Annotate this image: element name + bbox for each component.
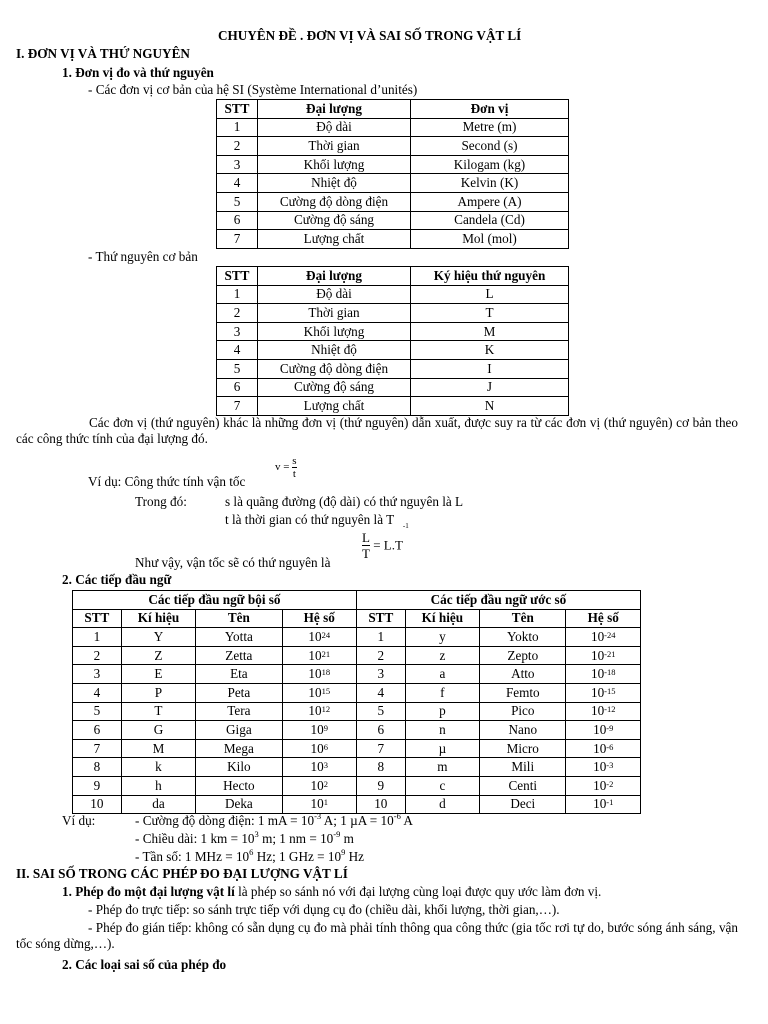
power-base: 10 [593, 796, 607, 812]
cell-quantity: Cường độ dòng điện [258, 192, 411, 211]
cell-stt: 9 [356, 776, 405, 795]
ex1-end: A [400, 813, 413, 828]
power-exponent: 3 [323, 760, 328, 771]
power-exponent: -9 [606, 722, 614, 733]
cell-stt: 3 [356, 665, 405, 684]
cell-stt: 5 [356, 702, 405, 721]
power-exponent: -3 [606, 760, 614, 771]
cell-unit: Mol (mol) [411, 230, 569, 249]
cell-quantity: Cường độ sáng [258, 211, 411, 230]
prefix-multiple-group: Các tiếp đầu ngữ bội số [73, 591, 357, 610]
cell-symbol: da [121, 795, 195, 814]
table-row [217, 378, 569, 397]
subsection-2-heading: 2. Các tiếp đầu ngữ [62, 572, 172, 587]
ex2-text: - Chiều dài: 1 km = 10 [135, 831, 255, 846]
cell-unit: Metre (m) [411, 118, 569, 137]
power-exponent: 15 [321, 685, 331, 696]
table3-header-name: Tên [196, 609, 282, 628]
table3-header-symbol: Kí hiệu [405, 609, 479, 628]
cell-name: Yotta [196, 628, 282, 647]
table-row [217, 304, 569, 323]
cell-stt: 2 [73, 646, 122, 665]
example-label: Ví dụ: Công thức tính vận tốc [88, 474, 246, 489]
power-exponent: -6 [606, 741, 614, 752]
cell-stt: 7 [217, 230, 258, 249]
cell-quantity: Thời gian [258, 304, 411, 323]
power-exponent: 24 [321, 629, 331, 640]
power-exponent: 9 [323, 722, 328, 733]
power-base: 10 [310, 777, 324, 793]
cell-factor [282, 665, 356, 684]
table-row [217, 341, 569, 360]
where-s: s là quãng đường (độ dài) có thứ nguyên là L [225, 494, 464, 509]
cell-stt: 8 [73, 758, 122, 777]
power-exponent: -21 [604, 648, 616, 659]
cell-dim-symbol: K [411, 341, 569, 360]
table2-header-quantity: Đại lượng [258, 267, 411, 286]
cell-stt: 4 [217, 341, 258, 360]
formula-numerator: s [292, 455, 297, 467]
table-row [217, 322, 569, 341]
section-2-sub1 [62, 884, 601, 900]
power-base: 10 [590, 684, 605, 700]
direct-measure: - Phép đo trực tiếp: so sánh trực tiếp với dụng cụ đo (chiều dài, khối lượng, thời gian,…). [88, 902, 560, 917]
cell-unit: Ampere (A) [411, 192, 569, 211]
cell-stt: 5 [217, 359, 258, 378]
si-units-table [216, 99, 569, 249]
table3-body [73, 628, 641, 814]
ex3-end: Hz [345, 849, 364, 864]
ex3-text: - Tần số: 1 MHz = 10 [135, 849, 250, 864]
ex1-exp2: -6 [393, 811, 401, 821]
cell-symbol: Y [121, 628, 195, 647]
sub1-rest: là phép so sánh nó với đại lượng cùng loại được quy ước làm đơn vị. [234, 884, 602, 899]
power-base: 10 [593, 721, 607, 737]
cell-factor [282, 739, 356, 758]
cell-unit: Candela (Cd) [411, 211, 569, 230]
table-row [73, 702, 641, 721]
cell-stt: 4 [356, 683, 405, 702]
table3-header-factor: Hệ số [566, 609, 641, 628]
example-frequency [135, 849, 364, 865]
cell-symbol: c [405, 776, 479, 795]
cell-stt: 1 [217, 118, 258, 137]
table-row [217, 285, 569, 304]
cell-factor [282, 702, 356, 721]
si-intro: - Các đơn vị cơ bản của hệ SI (Système International d’unités) [88, 82, 418, 97]
table-row [217, 118, 569, 137]
cell-dim-symbol: N [411, 397, 569, 416]
table3-header-symbol: Kí hiệu [121, 609, 195, 628]
cell-stt: 8 [356, 758, 405, 777]
table1-header-quantity: Đại lượng [258, 100, 411, 119]
table-row [73, 721, 641, 740]
table1-body [217, 118, 569, 248]
power-base: 10 [308, 703, 322, 719]
cell-factor [566, 795, 641, 814]
power-exponent: -2 [606, 778, 614, 789]
ex2-exp1: 3 [254, 829, 259, 839]
cell-name: Hecto [196, 776, 282, 795]
cell-symbol: f [405, 683, 479, 702]
table1-header-unit: Đơn vị [411, 100, 569, 119]
cell-symbol: z [405, 646, 479, 665]
cell-factor [282, 721, 356, 740]
cell-symbol: P [121, 683, 195, 702]
power-base: 10 [310, 796, 324, 812]
cell-unit: Kelvin (K) [411, 174, 569, 193]
table2-header-symbol: Ký hiệu thứ nguyên [411, 267, 569, 286]
table-row [217, 359, 569, 378]
cell-quantity: Khối lượng [258, 155, 411, 174]
ex1-exp1: -3 [314, 811, 322, 821]
page-title: CHUYÊN ĐỀ . ĐƠN VỊ VÀ SAI SỐ TRONG VẬT LÍ [218, 28, 522, 43]
ex2-exp2: -9 [333, 829, 341, 839]
cell-factor [566, 739, 641, 758]
cell-stt: 6 [217, 211, 258, 230]
cell-quantity: Lượng chất [258, 230, 411, 249]
power-base: 10 [590, 647, 605, 663]
table-row [73, 795, 641, 814]
cell-quantity: Cường độ sáng [258, 378, 411, 397]
sub1-bold: 1. Phép đo một đại lượng vật lí [62, 884, 235, 899]
dimension-formula [362, 522, 409, 561]
power-exponent: -18 [604, 667, 616, 678]
cell-name: Peta [196, 683, 282, 702]
cell-stt: 6 [356, 721, 405, 740]
table1-header-stt: STT [217, 100, 258, 119]
cell-name: Kilo [196, 758, 282, 777]
cell-factor [566, 721, 641, 740]
cell-stt: 4 [217, 174, 258, 193]
dim-exponent: -1 [402, 522, 409, 530]
dimension-table [216, 266, 569, 416]
table-row [73, 665, 641, 684]
table-row [217, 211, 569, 230]
cell-dim-symbol: J [411, 378, 569, 397]
cell-symbol: T [121, 702, 195, 721]
cell-name: Zepto [480, 646, 566, 665]
cell-stt: 6 [217, 378, 258, 397]
ex3-exp1: 6 [249, 847, 254, 857]
table-row [217, 174, 569, 193]
dim-denominator: T [362, 546, 370, 561]
table-row [217, 155, 569, 174]
cell-name: Centi [480, 776, 566, 795]
cell-stt: 1 [356, 628, 405, 647]
cell-stt: 10 [73, 795, 122, 814]
table-row [73, 683, 641, 702]
table3-header-row [73, 609, 641, 628]
cell-name: Mega [196, 739, 282, 758]
cell-stt: 7 [217, 397, 258, 416]
cell-name: Mili [480, 758, 566, 777]
cell-dim-symbol: M [411, 322, 569, 341]
cell-stt: 3 [217, 155, 258, 174]
table2-header-stt: STT [217, 267, 258, 286]
power-base: 10 [308, 628, 322, 644]
cell-symbol: Z [121, 646, 195, 665]
formula-fraction [292, 455, 296, 480]
velocity-formula [275, 455, 297, 480]
power-exponent: 1 [323, 797, 328, 808]
cell-stt: 2 [217, 304, 258, 323]
cell-factor [566, 683, 641, 702]
where-label: Trong đó: [135, 494, 187, 509]
cell-name: Nano [480, 721, 566, 740]
cell-factor [566, 665, 641, 684]
section-2-heading: II. SAI SỐ TRONG CÁC PHÉP ĐO ĐẠI LƯỢNG VẬT LÍ [16, 866, 348, 881]
cell-factor [566, 646, 641, 665]
example-current [135, 813, 413, 829]
power-base: 10 [593, 777, 607, 793]
power-base: 10 [590, 666, 605, 682]
cell-name: Zetta [196, 646, 282, 665]
cell-factor [282, 628, 356, 647]
cell-factor [566, 628, 641, 647]
table3-header-stt: STT [73, 609, 122, 628]
cell-unit: Second (s) [411, 137, 569, 156]
cell-factor [282, 646, 356, 665]
cell-stt: 4 [73, 683, 122, 702]
cell-name: Atto [480, 665, 566, 684]
cell-stt: 7 [356, 739, 405, 758]
table3-header-name: Tên [480, 609, 566, 628]
power-exponent: 18 [321, 667, 331, 678]
cell-unit: Kilogam (kg) [411, 155, 569, 174]
cell-name: Yokto [480, 628, 566, 647]
section-2-sub2: 2. Các loại sai số của phép đo [62, 957, 227, 972]
cell-stt: 9 [73, 776, 122, 795]
cell-stt: 3 [217, 322, 258, 341]
ex2-mid: m; 1 nm = 10 [258, 831, 334, 846]
cell-stt: 5 [73, 702, 122, 721]
power-base: 10 [308, 647, 322, 663]
cell-symbol: y [405, 628, 479, 647]
table3-header-stt: STT [356, 609, 405, 628]
cell-quantity: Lượng chất [258, 397, 411, 416]
power-base: 10 [310, 759, 324, 775]
table-row [73, 739, 641, 758]
cell-quantity: Độ dài [258, 118, 411, 137]
cell-symbol: µ [405, 739, 479, 758]
cell-dim-symbol: T [411, 304, 569, 323]
table2-body [217, 285, 569, 415]
ex3-mid: Hz; 1 GHz = 10 [253, 849, 342, 864]
power-base: 10 [593, 759, 607, 775]
ex3-exp2: 9 [341, 847, 346, 857]
cell-factor [282, 776, 356, 795]
cell-symbol: m [405, 758, 479, 777]
dim-numerator: L [362, 530, 370, 545]
cell-stt: 1 [217, 285, 258, 304]
ex2-end: m [340, 831, 354, 846]
power-exponent: 12 [321, 704, 331, 715]
cell-name: Femto [480, 683, 566, 702]
ex1-text: - Cường độ dòng điện: 1 mA = 10 [135, 813, 315, 828]
cell-quantity: Độ dài [258, 285, 411, 304]
power-exponent: 6 [323, 741, 328, 752]
cell-name: Deka [196, 795, 282, 814]
cell-symbol: a [405, 665, 479, 684]
prefix-submultiple-group: Các tiếp đầu ngữ ước số [356, 591, 640, 610]
power-base: 10 [590, 628, 605, 644]
indirect-measure: - Phép đo gián tiếp: không có sẵn dụng cụ đo mà phải tính thông qua công thức (gia tốc rơi tự do, bước sóng ánh sáng, vận tốc sóng dừng,…). [16, 920, 738, 951]
table-row [73, 646, 641, 665]
where-t: t là thời gian có thứ nguyên là T [225, 512, 395, 527]
cell-dim-symbol: L [411, 285, 569, 304]
prefix-table [72, 590, 641, 814]
power-base: 10 [593, 740, 607, 756]
cell-stt: 6 [73, 721, 122, 740]
conclusion-text: Như vậy, vận tốc sẽ có thứ nguyên là [135, 555, 331, 570]
cell-stt: 2 [217, 137, 258, 156]
power-base: 10 [590, 703, 605, 719]
power-base: 10 [310, 740, 324, 756]
cell-dim-symbol: I [411, 359, 569, 378]
cell-name: Micro [480, 739, 566, 758]
subsection-1-heading: 1. Đơn vị đo và thứ nguyên [62, 65, 214, 80]
cell-quantity: Thời gian [258, 137, 411, 156]
cell-factor [566, 702, 641, 721]
table-row [217, 137, 569, 156]
power-base: 10 [310, 721, 324, 737]
cell-symbol: p [405, 702, 479, 721]
cell-quantity: Cường độ dòng điện [258, 359, 411, 378]
table3-header-factor: Hệ số [282, 609, 356, 628]
examples-label: Ví dụ: [62, 813, 96, 828]
cell-stt: 2 [356, 646, 405, 665]
derived-paragraph: Các đơn vị (thứ nguyên) khác là những đơn vị (thứ nguyên) dẫn xuất, được suy ra từ các đơn vị (thứ nguyên) cơ bản theo các công thức tính của đại lượng đó. [16, 415, 738, 446]
table-row [73, 776, 641, 795]
cell-stt: 7 [73, 739, 122, 758]
dim-result: = L.T [373, 537, 403, 553]
cell-quantity: Nhiệt độ [258, 174, 411, 193]
cell-quantity: Nhiệt độ [258, 341, 411, 360]
cell-factor [566, 758, 641, 777]
power-exponent: 21 [321, 648, 331, 659]
cell-stt: 5 [217, 192, 258, 211]
power-exponent: -15 [604, 685, 616, 696]
cell-symbol: n [405, 721, 479, 740]
ex1-mid: A; 1 µA = 10 [321, 813, 394, 828]
cell-symbol: h [121, 776, 195, 795]
table-row [217, 192, 569, 211]
table-row [217, 397, 569, 416]
cell-name: Tera [196, 702, 282, 721]
table-row [217, 230, 569, 249]
power-exponent: -24 [604, 629, 616, 640]
example-length [135, 831, 354, 847]
cell-quantity: Khối lượng [258, 322, 411, 341]
cell-symbol: M [121, 739, 195, 758]
section-1-heading: I. ĐƠN VỊ VÀ THỨ NGUYÊN [16, 46, 190, 61]
cell-name: Giga [196, 721, 282, 740]
cell-factor [282, 758, 356, 777]
dim-fraction [362, 530, 370, 561]
power-exponent: -1 [606, 797, 614, 808]
table-row [73, 628, 641, 647]
cell-name: Pico [480, 702, 566, 721]
cell-stt: 3 [73, 665, 122, 684]
cell-symbol: E [121, 665, 195, 684]
power-base: 10 [308, 684, 322, 700]
cell-name: Eta [196, 665, 282, 684]
cell-symbol: d [405, 795, 479, 814]
power-exponent: 2 [323, 778, 328, 789]
formula-denominator: t [292, 468, 296, 480]
cell-name: Deci [480, 795, 566, 814]
cell-symbol: k [121, 758, 195, 777]
power-exponent: -12 [604, 704, 616, 715]
dim-intro: - Thứ nguyên cơ bản [88, 249, 198, 264]
cell-stt: 10 [356, 795, 405, 814]
cell-stt: 1 [73, 628, 122, 647]
cell-symbol: G [121, 721, 195, 740]
cell-factor [282, 683, 356, 702]
power-base: 10 [308, 666, 322, 682]
formula-v: v = [275, 460, 290, 473]
table-row [73, 758, 641, 777]
cell-factor [566, 776, 641, 795]
